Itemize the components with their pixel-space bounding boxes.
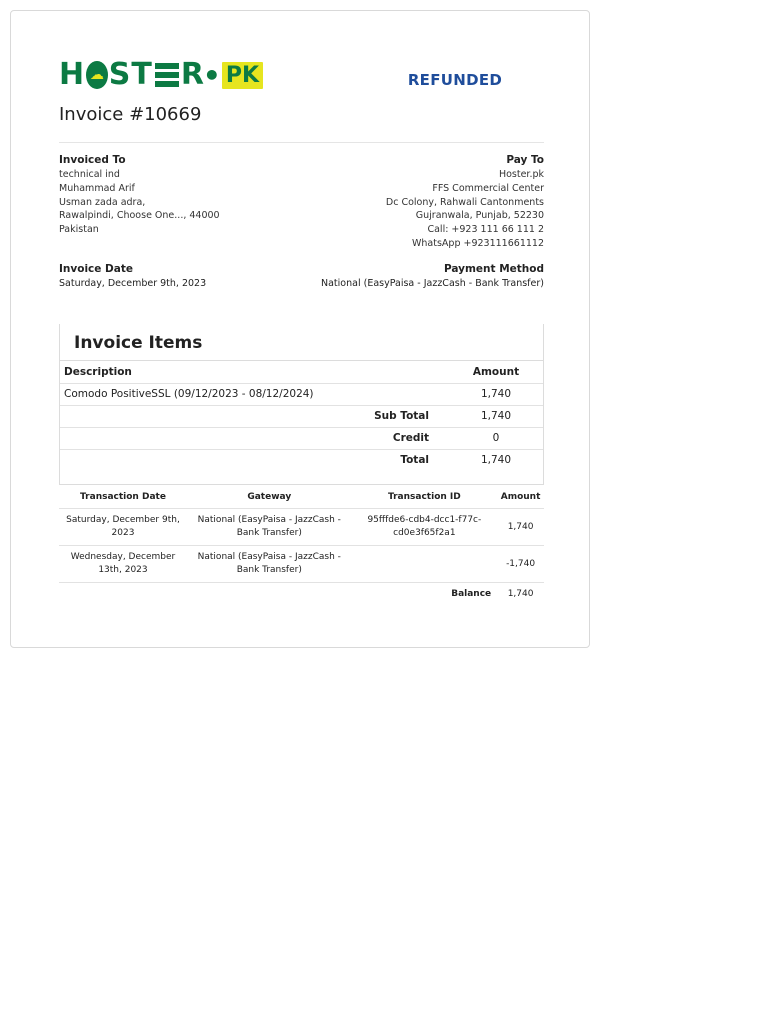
transaction-id-header: Transaction ID bbox=[352, 486, 498, 509]
sub-total-label: Sub Total bbox=[60, 405, 449, 427]
logo-letters-r: R bbox=[180, 57, 205, 92]
transaction-amount: 1,740 bbox=[497, 509, 544, 546]
pay-to-label: Pay To bbox=[506, 154, 544, 166]
invoiced-to-block bbox=[59, 153, 220, 237]
invoice-card bbox=[10, 10, 590, 648]
invoiced-to-label: Invoiced To bbox=[59, 154, 126, 166]
invoiced-to-line: Rawalpindi, Choose One..., 44000 bbox=[59, 210, 220, 222]
pay-to-line: Hoster.pk bbox=[498, 169, 544, 180]
transaction-gateway: National (EasyPaisa - JazzCash - Bank Transfer) bbox=[187, 509, 352, 546]
divider bbox=[59, 142, 544, 143]
balance-row bbox=[59, 583, 544, 606]
invoiced-to-line: Muhammad Arif bbox=[59, 182, 135, 194]
server-icon bbox=[155, 63, 179, 87]
description-header: Description bbox=[60, 361, 449, 383]
transaction-date: Saturday, December 9th, 2023 bbox=[59, 509, 187, 546]
logo-suffix: PK bbox=[222, 62, 263, 89]
sub-total-value: 1,740 bbox=[449, 405, 543, 427]
pay-to-block bbox=[386, 153, 544, 251]
invoiced-to-line: Pakistan bbox=[59, 224, 99, 236]
gateway-header: Gateway bbox=[187, 486, 352, 509]
invoice-date-value: Saturday, December 9th, 2023 bbox=[59, 278, 207, 289]
item-description: Comodo PositiveSSL (09/12/2023 - 08/12/2024) bbox=[60, 383, 449, 405]
payment-method-value: National (EasyPaisa - JazzCash - Bank Transfer) bbox=[321, 278, 544, 289]
credit-label: Credit bbox=[60, 427, 449, 449]
amount-header: Amount bbox=[449, 361, 543, 383]
pay-to-line: Call: +923 111 66 111 2 bbox=[427, 224, 544, 236]
transaction-amount: -1,740 bbox=[497, 546, 544, 583]
transaction-gateway: National (EasyPaisa - JazzCash - Bank Transfer) bbox=[187, 546, 352, 583]
invoice-date-block bbox=[59, 262, 206, 291]
credit-value: 0 bbox=[449, 427, 543, 449]
logo-letters-st: ST bbox=[108, 57, 153, 92]
table-row bbox=[59, 546, 544, 583]
credit-row bbox=[60, 427, 543, 449]
payment-method-block bbox=[321, 262, 544, 291]
transaction-id bbox=[352, 546, 498, 583]
pay-to-line: WhatsApp +923111661112 bbox=[412, 237, 544, 249]
logo-dot: • bbox=[202, 58, 221, 92]
table-header-row bbox=[60, 361, 543, 383]
balance-value: 1,740 bbox=[507, 588, 534, 599]
invoice-items-heading: Invoice Items bbox=[60, 324, 543, 361]
amount-header: Amount bbox=[497, 486, 544, 509]
invoice-items-table bbox=[60, 361, 543, 471]
transaction-date: Wednesday, December 13th, 2023 bbox=[59, 546, 187, 583]
total-label: Total bbox=[400, 454, 429, 467]
page-title: Invoice #10669 bbox=[59, 104, 202, 125]
transaction-id: 95fffde6-cdb4-dcc1-f77c-cd0e3f65f2a1 bbox=[352, 509, 498, 546]
transactions-table bbox=[59, 486, 544, 605]
cloud-icon: ☁ bbox=[86, 61, 108, 89]
table-row bbox=[59, 509, 544, 546]
pay-to-line: FFS Commercial Center bbox=[432, 182, 544, 194]
status-badge: REFUNDED bbox=[407, 71, 503, 89]
invoiced-to-line: technical ind bbox=[59, 169, 120, 180]
pay-to-line: Gujranwala, Punjab, 52230 bbox=[415, 210, 544, 222]
invoice-date-label: Invoice Date bbox=[59, 263, 133, 275]
pay-to-line: Dc Colony, Rahwali Cantonments bbox=[385, 196, 544, 208]
table-row bbox=[60, 383, 543, 405]
total-row bbox=[60, 449, 543, 471]
table-header-row bbox=[59, 486, 544, 509]
transaction-date-header: Transaction Date bbox=[59, 486, 187, 509]
balance-label: Balance bbox=[451, 588, 492, 599]
transactions-section bbox=[59, 486, 544, 605]
sub-total-row bbox=[60, 405, 543, 427]
invoice-items-panel bbox=[59, 324, 544, 485]
logo-letters-h: H bbox=[59, 57, 86, 92]
item-amount: 1,740 bbox=[449, 383, 543, 405]
invoiced-to-line: Usman zada adra, bbox=[59, 196, 146, 208]
total-value: 1,740 bbox=[480, 454, 512, 467]
hoster-logo bbox=[59, 59, 263, 91]
payment-method-label: Payment Method bbox=[443, 263, 544, 275]
